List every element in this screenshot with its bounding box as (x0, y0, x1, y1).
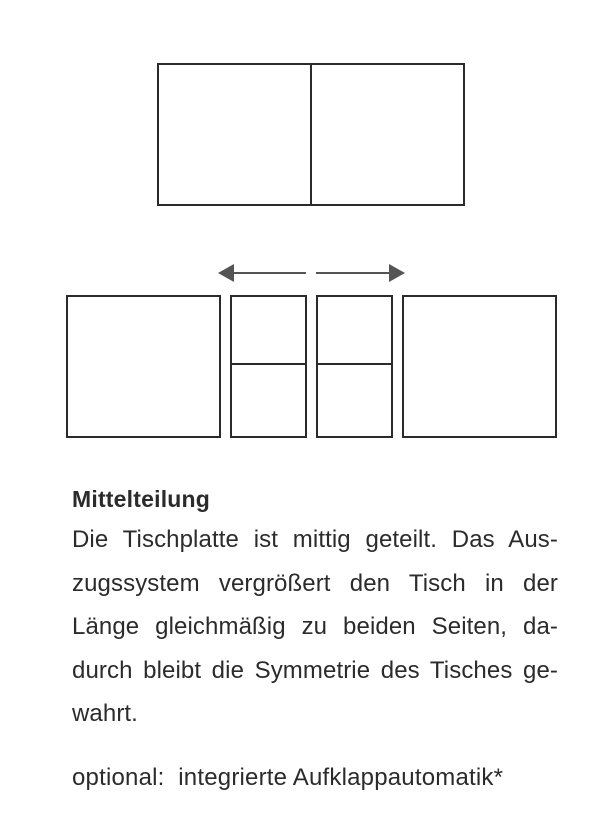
description-paragraph (72, 518, 558, 736)
insert-leaf-right (317, 296, 392, 437)
description-block (72, 484, 558, 736)
section-title: Mittelteilung (72, 486, 211, 512)
extended-table-right-half (403, 296, 556, 437)
optional-feature-note: optional: integrierte Aufklappautomatik* (72, 764, 504, 791)
left-arrow-icon (218, 264, 306, 282)
description-line-1: Die Tischplatte ist mittig geteilt. Das Aus- (72, 526, 558, 553)
description-line-3: Länge gleichmäßig zu beiden Seiten, da- (72, 613, 558, 640)
closed-table-left-half (158, 64, 311, 205)
extended-table-left-half (67, 296, 220, 437)
description-line-2: zugssystem vergrößert den Tisch in der (72, 569, 558, 597)
description-line-4: durch bleibt die Symmetrie des Tisches ge- (72, 656, 558, 684)
insert-leaf-left (231, 296, 306, 437)
description-line-5: wahrt. (72, 700, 138, 727)
closed-table-right-half (311, 64, 464, 205)
right-arrow-icon (316, 264, 405, 282)
